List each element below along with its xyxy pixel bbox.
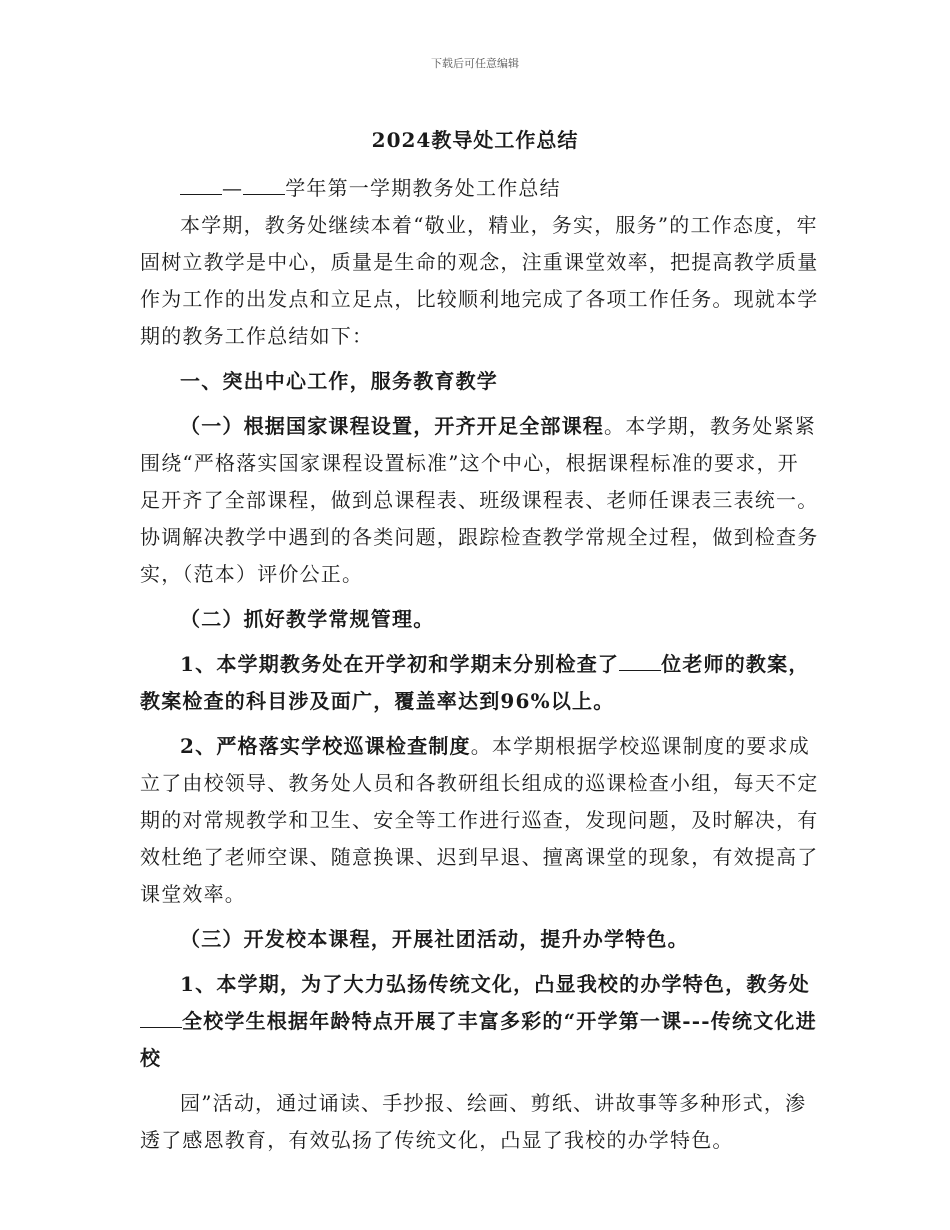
- item-2-1-post: 位老师的教案，教案检查的科目涉及面广，覆盖率达到96%以上。: [140, 652, 810, 713]
- item-2-1-paragraph: [140, 646, 820, 720]
- subtitle-dash: —: [222, 176, 244, 200]
- blank-line: [619, 648, 661, 671]
- item-3-1-post: 全校学生根据年龄特点开展了丰富多彩的“开学第一课---传统文化进校: [140, 1009, 817, 1070]
- document-title: 2024教导处工作总结: [371, 128, 579, 152]
- item-2-2-text: 。本学期根据学校巡课制度的要求成立了由校领导、教务处人员和各教研组长组成的巡课检查小组，每天不定期的对常规教学和卫生、安全等工作进行巡查，发现问题，及时解决，有效杜绝了老师空课、随意换课、迟到早退、擅离课堂的现象，有效提高了课堂效率。: [140, 734, 819, 906]
- section-1-heading: 一、突出中心工作，服务教育教学: [180, 369, 498, 393]
- blank-line: [180, 172, 222, 195]
- item-2-heading: （二）抓好教学常规管理。: [180, 607, 435, 631]
- item-3-heading: （三）开发校本课程，开展社团活动，提升办学特色。: [180, 927, 689, 951]
- blank-line: [243, 172, 285, 195]
- item-1-lead: （一）根据国家课程设置，开齐开足全部课程: [180, 414, 604, 438]
- item-3-1-paragraph: [140, 966, 820, 1077]
- item-1-paragraph: [140, 408, 820, 593]
- item-2-2-paragraph: [140, 728, 820, 913]
- item-3-1-pre: 1、本学期，为了大力弘扬传统文化，凸显我校的办学特色，教务处: [180, 972, 810, 996]
- item-2-1-pre: 1、本学期教务处在开学初和学期末分别检查了: [180, 652, 620, 676]
- item-3-continuation: 园”活动，通过诵读、手抄报、绘画、剪纸、讲故事等多种形式，渗透了感恩教育，有效弘扬了传统文化，凸显了我校的办学特色。: [140, 1091, 807, 1152]
- document-body: [140, 170, 820, 1159]
- item-2-2-lead: 2、严格落实学校巡课检查制度: [180, 734, 471, 758]
- header-note: 下载后可任意编辑: [431, 57, 519, 70]
- item-1-text: 。本学期，教务处紧紧围绕“严格落实国家课程设置标准”这个中心，根据课程标准的要求，开足开齐了全部课程，做到总课程表、班级课程表、老师任课表三表统一。协调解决教学中遇到的各类问题，跟踪检查教学常规全过程，做到检查务实，（范本）评价公正。: [140, 414, 819, 586]
- blank-line: [140, 1005, 182, 1028]
- subtitle-line: [140, 170, 820, 207]
- subtitle-text: 学年第一学期教务处工作总结: [285, 176, 561, 200]
- intro-paragraph: 本学期，教务处继续本着“敬业，精业，务实，服务”的工作态度，牢固树立教学是中心，质量是生命的观念，注重课堂效率，把提高教学质量作为工作的出发点和立足点，比较顺利地完成了各项工作任务。现就本学期的教务工作总结如下：: [140, 213, 819, 348]
